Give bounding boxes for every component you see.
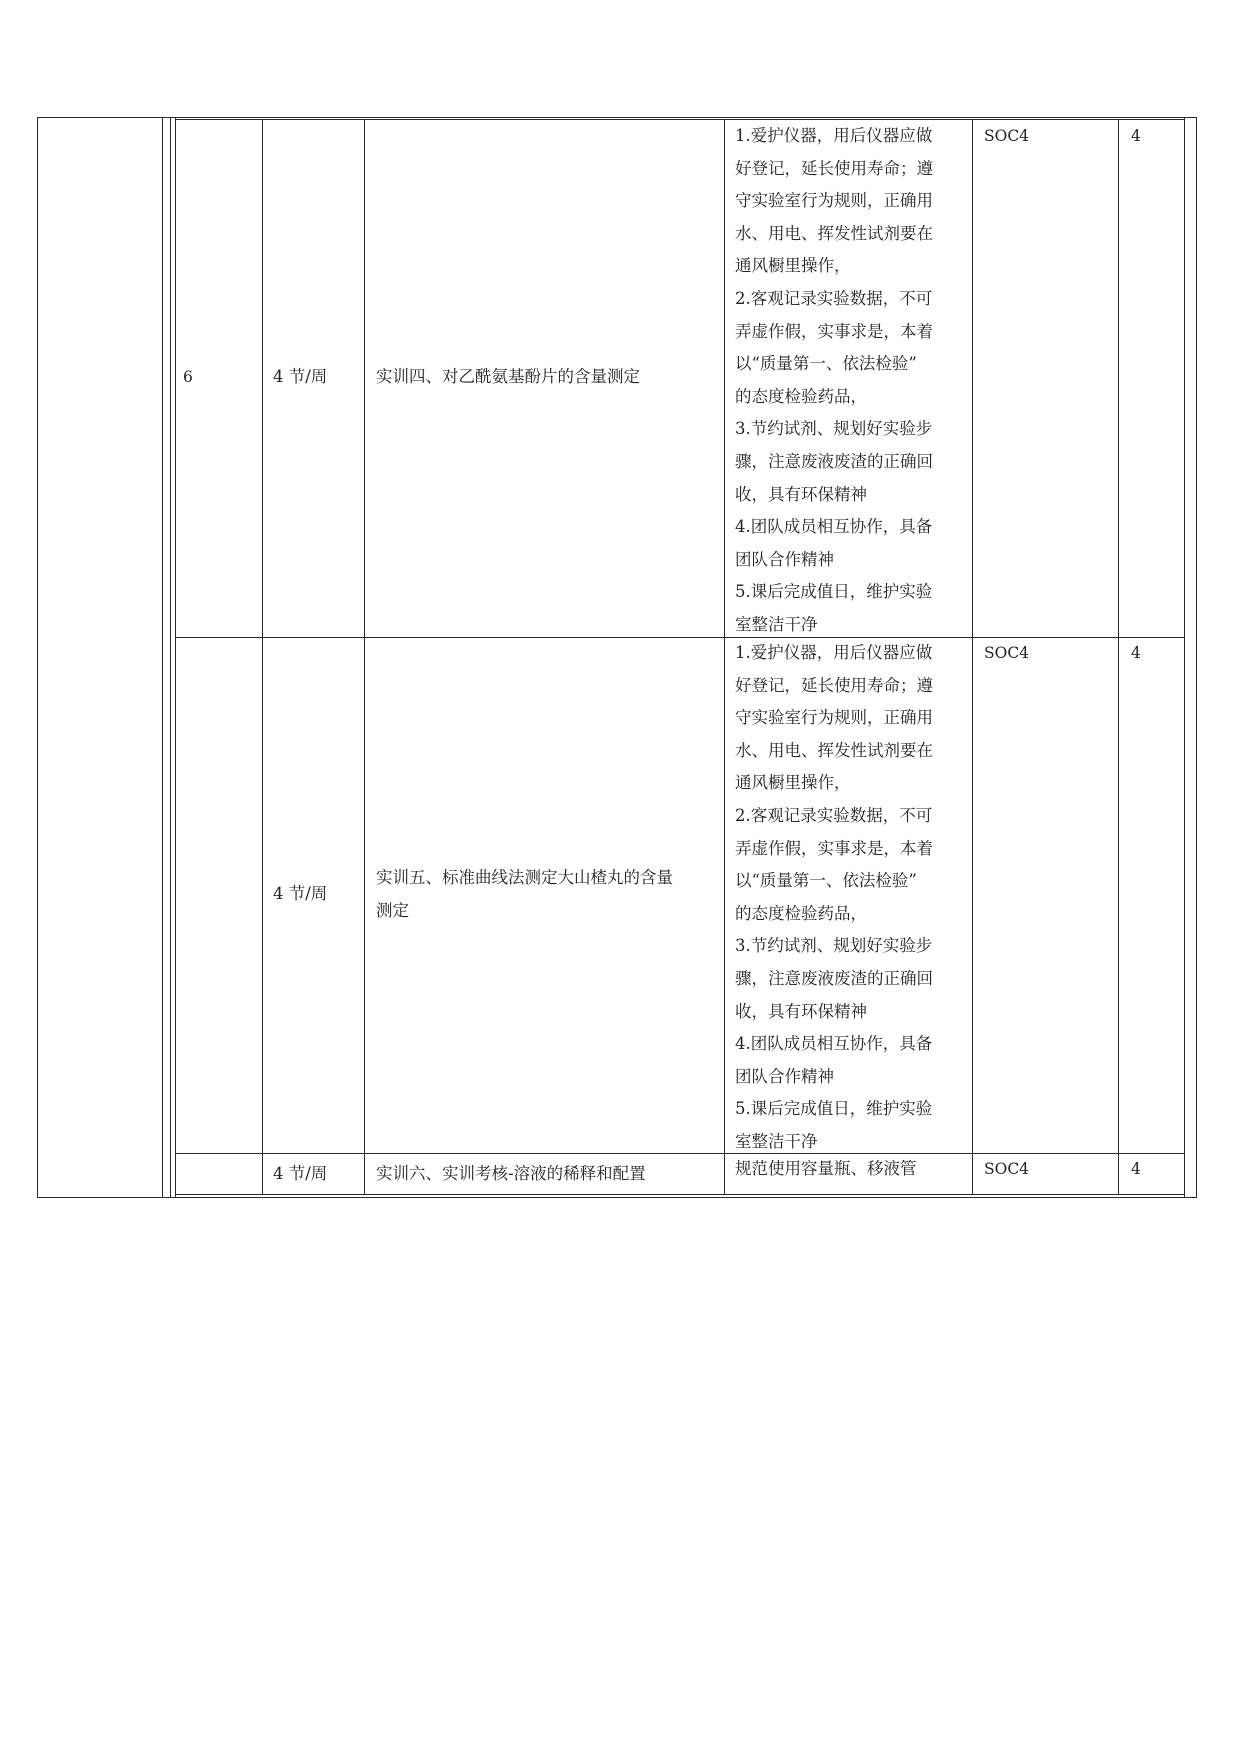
row-code: SOC4 — [984, 127, 1030, 145]
row-content: 实训六、实训考核-溶液的稀释和配置 — [376, 1164, 646, 1183]
row-requirements: 1.爱护仪器，用后仪器应做 好登记，延长使用寿命；遵 守实验室行为规则，正确用 水、用电、挥发性试剂要在 通风橱里操作， 2.客观记录实验数据，不可 弄虚作假，实事求是，本着 以“质量第一、依法检验” 的态度检验药品， 3.节约试剂、规划好实验步 骤，注意废液废渣的正确回 收，具有环保精神 4.团队成员相互协作，具备 团队合作精神 5.课后完成值日，维护实验 室整洁干净 — [735, 643, 933, 1151]
row-credit: 4 — [1131, 127, 1141, 145]
row-hours: 4 节/周 — [273, 884, 328, 903]
row-hours: 4 节/周 — [273, 367, 328, 386]
row-hours: 4 节/周 — [273, 1164, 328, 1183]
row-requirements: 规范使用容量瓶、移液管 — [735, 1159, 917, 1178]
row-credit: 4 — [1131, 644, 1141, 662]
row-requirements: 1.爱护仪器，用后仪器应做 好登记，延长使用寿命；遵 守实验室行为规则，正确用 水、用电、挥发性试剂要在 通风橱里操作， 2.客观记录实验数据，不可 弄虚作假，实事求是，本着 以“质量第一、依法检验” 的态度检验药品， 3.节约试剂、规划好实验步 骤，注意废液废渣的正确回 收，具有环保精神 4.团队成员相互协作，具备 团队合作精神 5.课后完成值日，维护实验 室整洁干净 — [735, 126, 933, 634]
row-number: 6 — [183, 368, 193, 386]
row-code: SOC4 — [984, 644, 1030, 662]
row-credit: 4 — [1131, 1160, 1141, 1178]
row-code: SOC4 — [984, 1160, 1030, 1178]
row-content: 实训五、标准曲线法测定大山楂丸的含量 测定 — [376, 868, 673, 920]
row-content: 实训四、对乙酰氨基酚片的含量测定 — [376, 367, 640, 386]
